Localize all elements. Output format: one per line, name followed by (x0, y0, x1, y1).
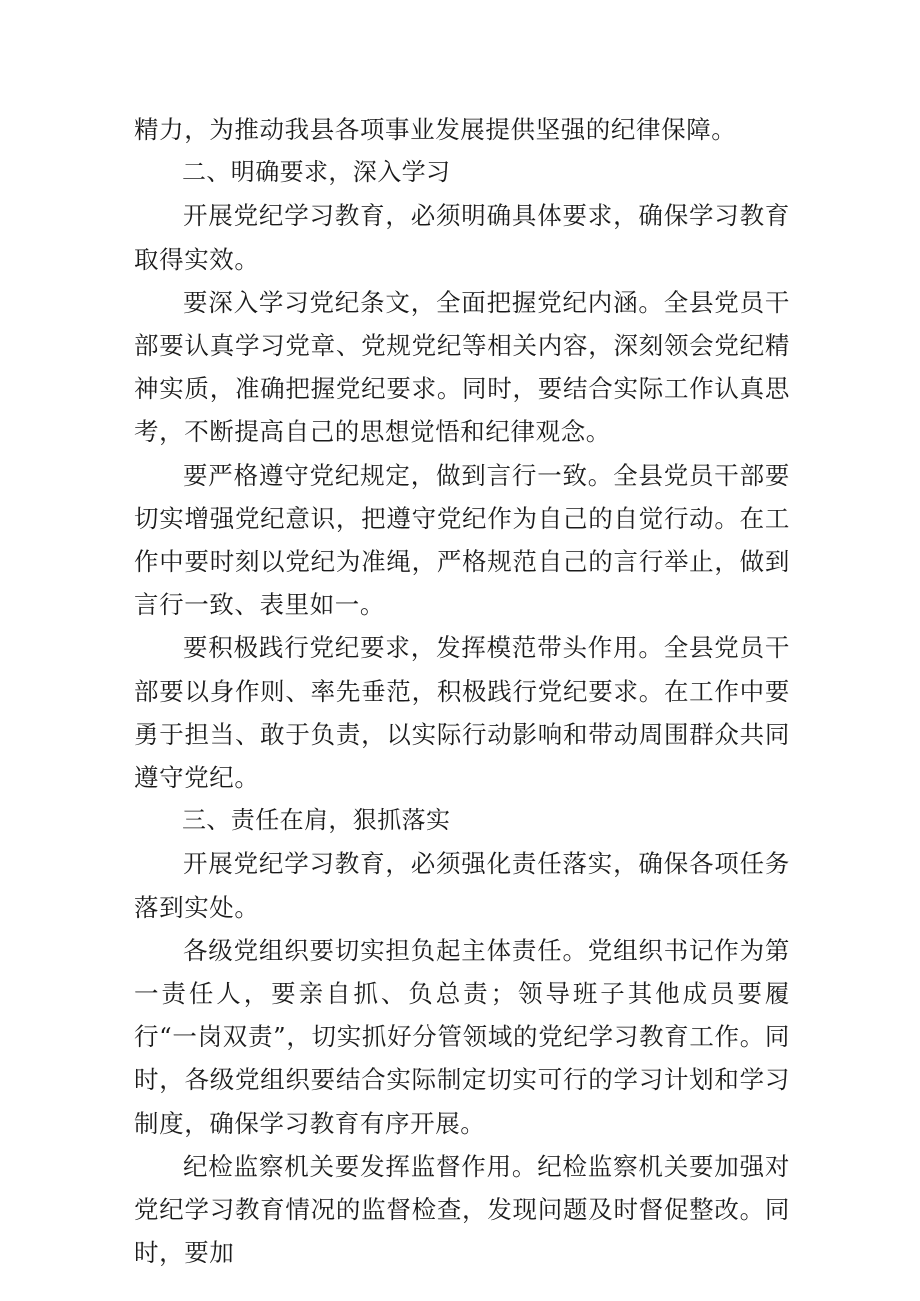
paragraph: 要深入学习党纪条文，全面把握党纪内涵。全县党员干部要认真学习党章、党规党纪等相关内容，深刻领会党纪精神实质，准确把握党纪要求。同时，要结合实际工作认真思考，不断提高自己的思想觉悟和纪律观念。 (134, 287, 790, 447)
paragraph: 开展党纪学习教育，必须明确具体要求，确保学习教育取得实效。 (134, 201, 790, 274)
paragraph-continuation: 精力，为推动我县各项事业发展提供坚强的纪律保障。 (134, 115, 737, 144)
paragraph: 要严格遵守党纪规定，做到言行一致。全县党员干部要切实增强党纪意识，把遵守党纪作为自己的自觉行动。在工作中要时刻以党纪为准绳，严格规范自己的言行举止，做到言行一致、表里如一。 (134, 460, 790, 620)
paragraph: 要积极践行党纪要求，发挥模范带头作用。全县党员干部要以身作则、率先垂范，积极践行党纪要求。在工作中要勇于担当、敢于负责，以实际行动影响和带动周围群众共同遵守党纪。 (134, 633, 790, 793)
paragraph: 开展党纪学习教育，必须强化责任落实，确保各项任务落到实处。 (134, 849, 790, 922)
section-heading-3: 三、责任在肩，狠抓落实 (182, 806, 451, 835)
section-heading-2: 二、明确要求，深入学习 (182, 158, 451, 187)
paragraph: 纪检监察机关要发挥监督作用。纪检监察机关要加强对党纪学习教育情况的监督检查，发现问题及时督促整改。同时，要加 (134, 1151, 790, 1268)
paragraph: 各级党组织要切实担负起主体责任。党组织书记作为第一责任人，要亲自抓、负总责；领导班子其他成员要履行“一岗双责”，切实抓好分管领域的党纪学习教育工作。同时，各级党组织要结合实际制定切实可行的学习计划和学习制度，确保学习教育有序开展。 (134, 935, 790, 1138)
